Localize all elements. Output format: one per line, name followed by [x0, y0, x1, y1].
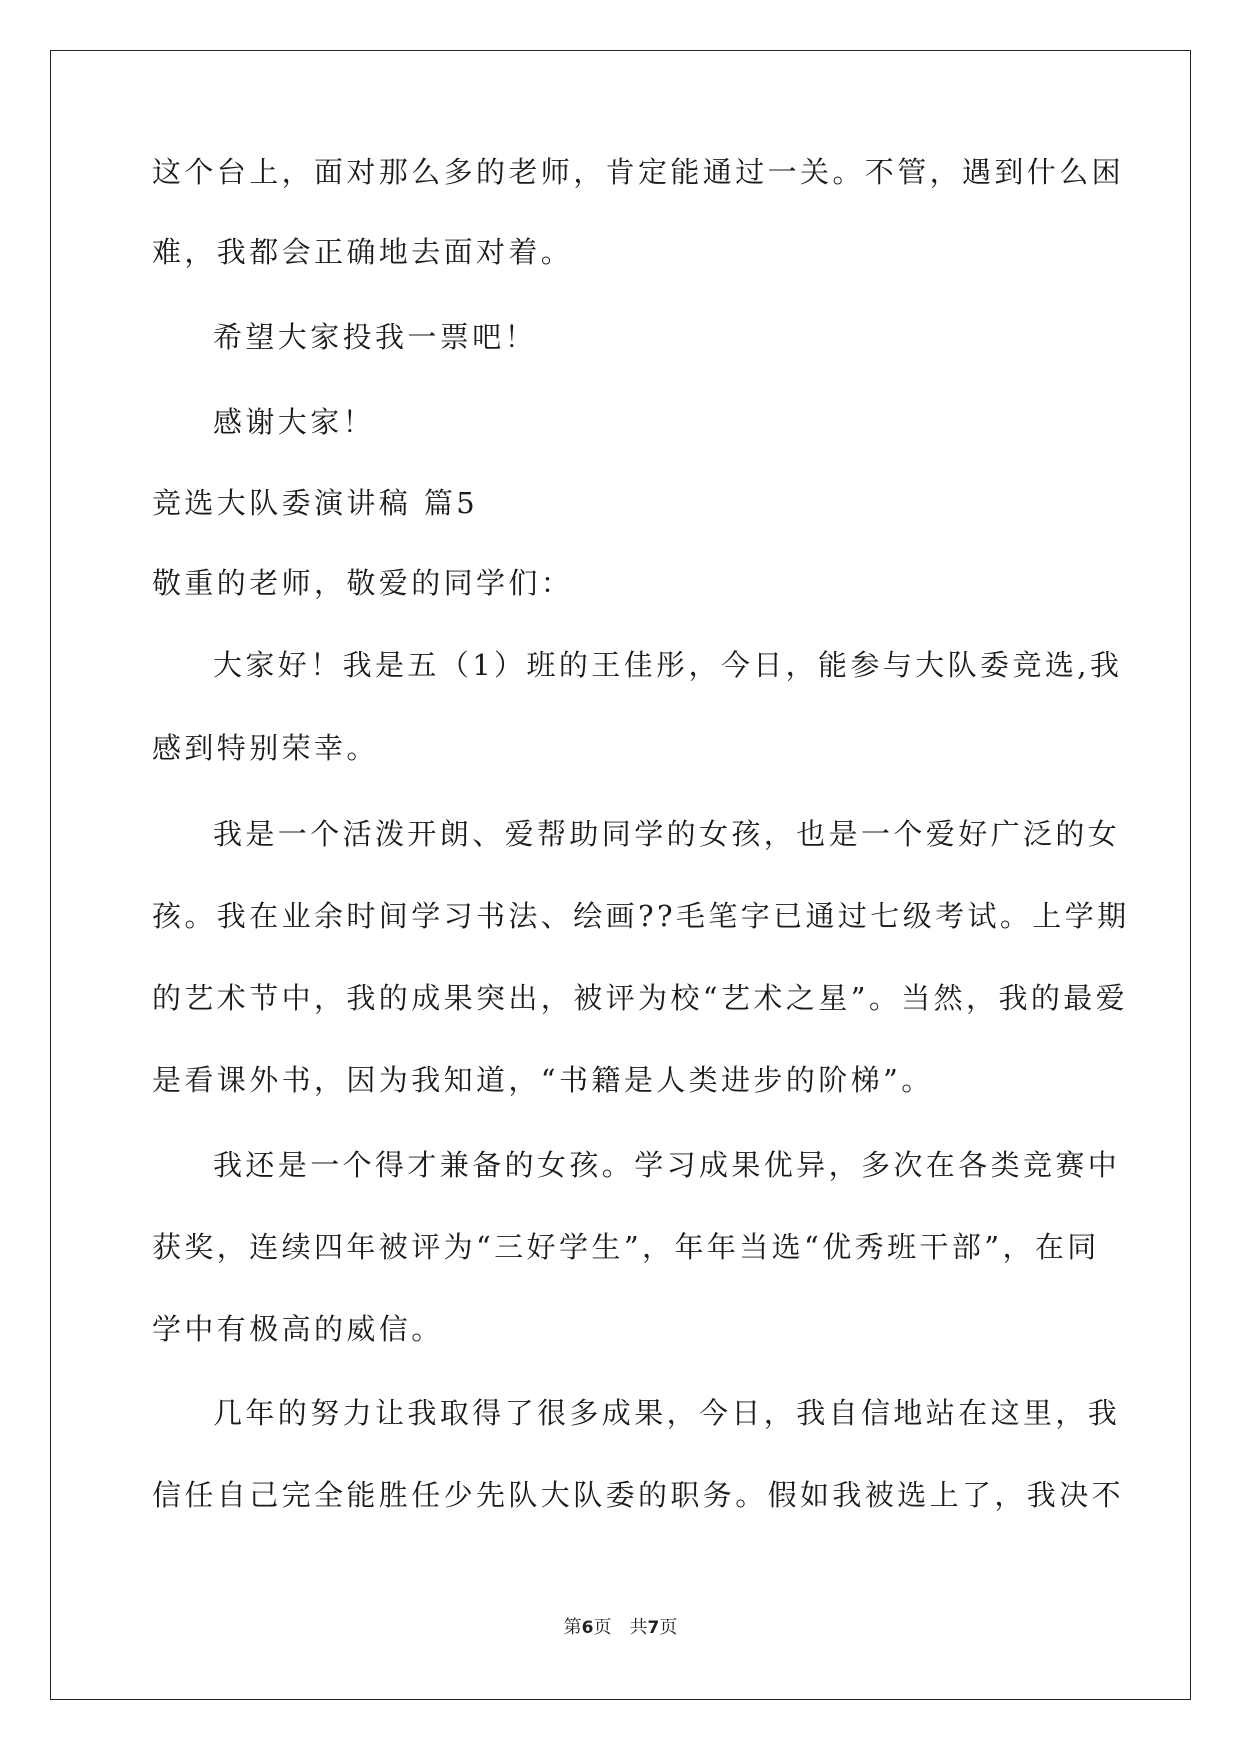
footer-middle: 页 共: [593, 1617, 648, 1638]
current-page-number: 6: [581, 1618, 594, 1638]
total-page-number: 7: [647, 1618, 660, 1638]
text-line: 的艺术节中，我的成果突出，被评为校“艺术之星”。当然，我的最爱: [152, 981, 1129, 1015]
text-line: 我还是一个得才兼备的女孩。学习成果优异，多次在各类竞赛中: [213, 1148, 1121, 1182]
text-line: 感到特别荣幸。: [152, 731, 379, 765]
text-line: 学中有极高的威信。: [152, 1312, 444, 1346]
text-line: 获奖，连续四年被评为“三好学生”，年年当选“优秀班干部”，在同: [152, 1230, 1100, 1264]
text-line: 大家好！我是五（1）班的王佳彤，今日，能参与大队委竞选,我: [213, 648, 1123, 682]
page-footer: [0, 1613, 1241, 1639]
text-line: 感谢大家！: [213, 405, 376, 439]
text-line: 我是一个活泼开朗、爱帮助同学的女孩，也是一个爱好广泛的女: [213, 817, 1121, 851]
text-line: 孩。我在业余时间学习书法、绘画??毛笔字已通过七级考试。上学期: [152, 899, 1130, 933]
text-line: 信任自己完全能胜任少先队大队委的职务。假如我被选上了，我决不: [152, 1478, 1125, 1512]
salutation: 敬重的老师，敬爱的同学们：: [152, 566, 574, 600]
page-border: [50, 50, 1191, 1700]
section-heading: 竞选大队委演讲稿 篇5: [152, 486, 479, 520]
text-line: 几年的努力让我取得了很多成果，今日，我自信地站在这里，我: [213, 1396, 1121, 1430]
text-line: 这个台上，面对那么多的老师，肯定能通过一关。不管，遇到什么困: [152, 155, 1125, 189]
text-line: 难，我都会正确地去面对着。: [152, 235, 574, 269]
text-line: 是看课外书，因为我知道，“书籍是人类进步的阶梯”。: [152, 1063, 934, 1097]
footer-suffix: 页: [659, 1617, 678, 1638]
text-line: 希望大家投我一票吧！: [213, 320, 538, 354]
footer-prefix: 第: [563, 1617, 582, 1638]
